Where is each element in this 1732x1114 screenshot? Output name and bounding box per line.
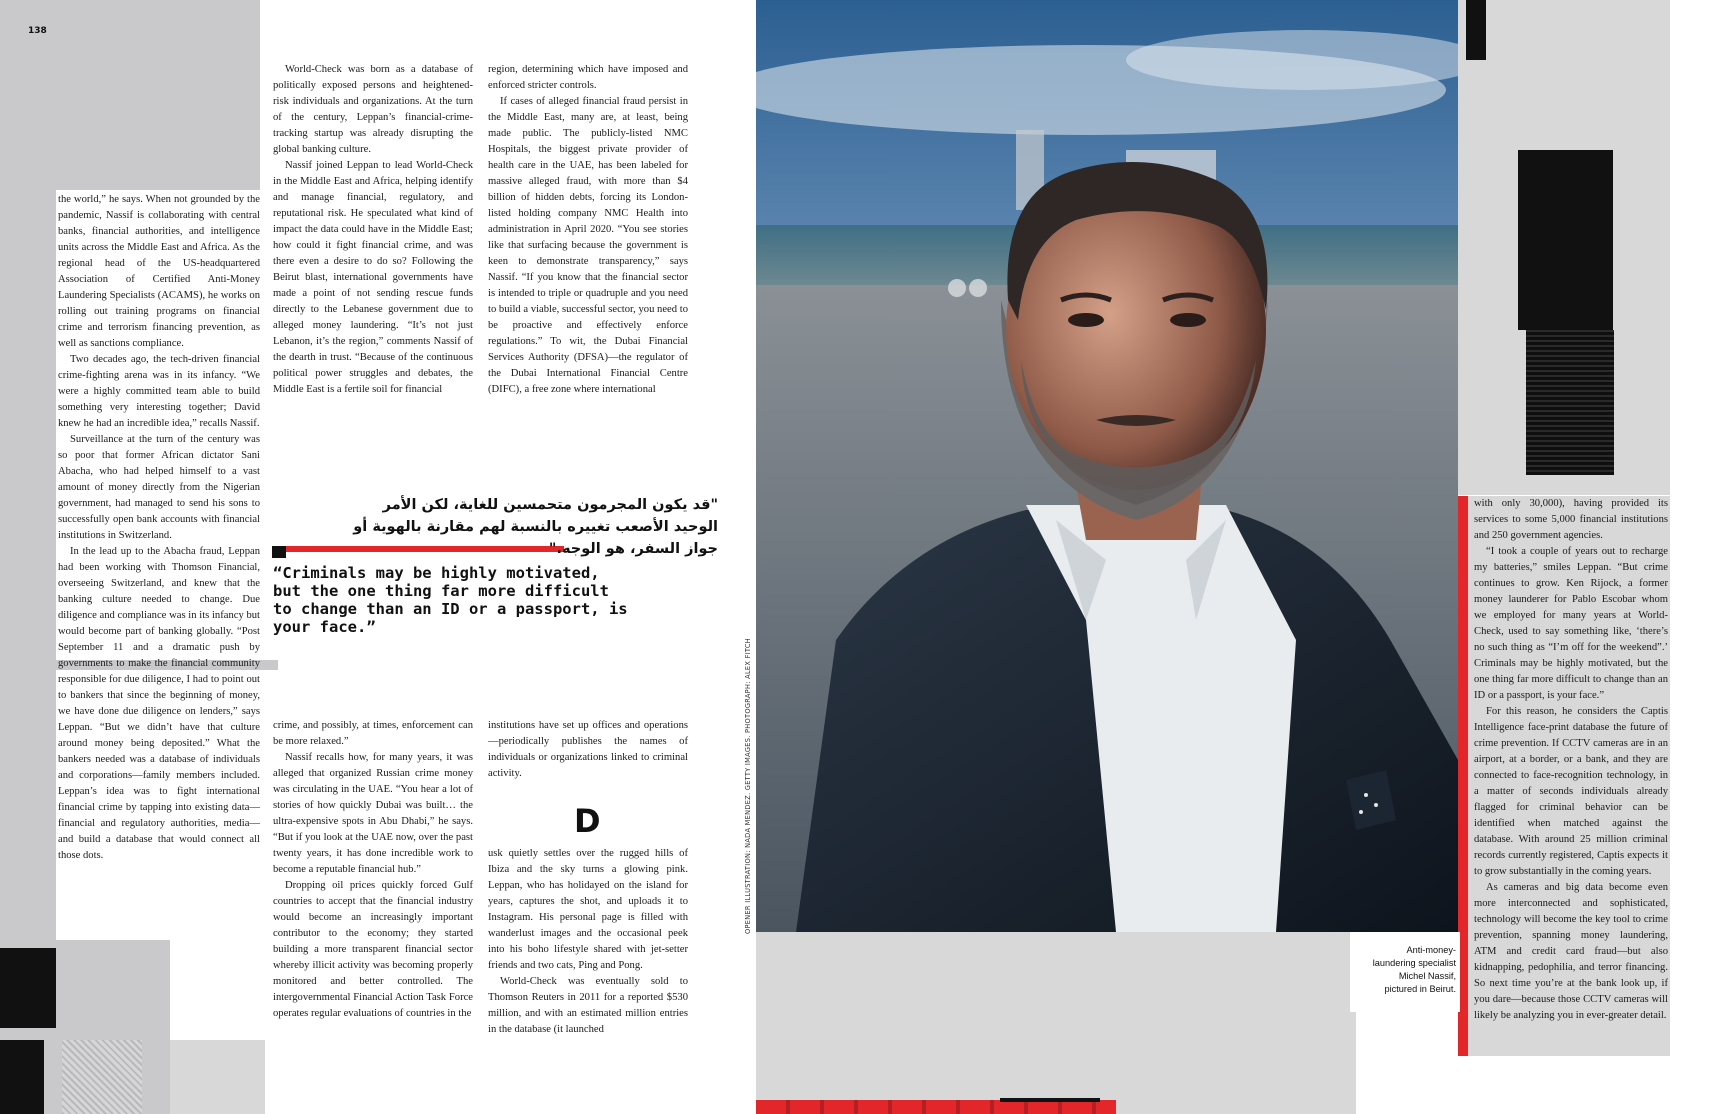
right-top-black-bar-3 <box>1466 0 1486 60</box>
pull-quote-english: “Criminals may be highly motivated, but the one thing far more difficult to change than an ID or a passport, is your face.” <box>273 564 628 636</box>
drop-cap: D <box>574 802 601 840</box>
photo-caption: Anti-money- laundering specialist Michel Nassif, pictured in Beirut. <box>1372 945 1456 994</box>
paragraph: In the lead up to the Abacha fraud, Leppan had been working with Thomson Financial, overseeing Switzerland, and knew that the banking culture needed to change. Due diligence and compliance was in its infancy but would become part of banking globally. “Post September 11 and a dramatic push by governments to make the financial community responsible for due diligence, I had to point out to bankers that since the beginning of money, we have done due diligence on lenders,” says Leppan. “But we didn’t have that culture around money being deposited.” What the bankers needed was a database of individuals and corporations—family members included. Leppan’s idea was to fight international financial crime by tapping into existing data—financial and regulatory authorities, media—and build a database that would connect all those dots. <box>58 546 260 861</box>
paragraph: Surveillance at the turn of the century was so poor that former African dictator Sani Abacha, who had helped himself to a vast amount of money directly from the Nigerian government, had managed to send his sons to successfully open bank accounts with financial institutions in Switzerland. <box>58 434 260 541</box>
article-column-2-bottom <box>273 718 473 1022</box>
paragraph: Dropping oil prices quickly forced Gulf countries to accept that the financial industry would become an increasingly important contributor to the economy; they started building a more transparent financial sector whereby illicit activity was becoming properly monitored and better controlled. The intergovernmental Financial Action Task Force operates regular evaluations of countries in the <box>273 880 473 1019</box>
paragraph: Two decades ago, the tech-driven financial crime-fighting arena was in its infancy. “We were a highly committed team able to build something very interesting together; David knew he had an incredible idea,” recalls Nassif. <box>58 354 260 429</box>
right-top-black-bar-2 <box>1526 330 1614 475</box>
bottom-red-strip <box>756 1100 1116 1114</box>
page-number-left: 138 <box>28 26 47 36</box>
article-column-3-bottom-post <box>488 846 688 1038</box>
paragraph: World-Check was eventually sold to Thomson Reuters in 2011 for a reported $530 million, and with an estimated million entries in the database (it launched <box>488 976 688 1035</box>
portrait-illustration <box>756 0 1458 932</box>
paragraph: the world,” he says. When not grounded by the pandemic, Nassif is collaborating with central banks, financial authorities, and intelligence units across the Middle East and Africa. As the regional head of the US-headquartered Association of Certified Anti-Money Laundering Specialists (ACAMS), he works on rolling out training programs on financial crime and terrorism financing prevention, as well as sanctions compliance. <box>58 194 260 349</box>
bottom-black-strip <box>1000 1098 1100 1102</box>
portrait-photo <box>756 0 1458 932</box>
paragraph: region, determining which have imposed and enforced stricter controls. <box>488 64 688 91</box>
paragraph: “I took a couple of years out to recharge my batteries,” smiles Leppan. “But crime continues to grow. Ken Rijock, a former money launderer for Pablo Escobar whom we employed for many years at World-Check, used to say something like, ‘there’s no such thing as “I’m off for the weekend”.’ Criminals may be highly motivated, but the one thing far more difficult to change than an ID or a passport, is your face.” <box>1474 546 1668 701</box>
left-bottom-pattern-block <box>62 1040 142 1114</box>
paragraph: If cases of alleged financial fraud persist in the Middle East, many are, at least, being made public. The publicly-listed NMC Hospitals, the biggest private provider of health care in the UAE, has been labeled for massive alleged fraud, with more than $4 billion of hidden debts, forcing its London-listed holding company NMC Health into administration in April 2020. “You see stories like that surfacing because the government is keen to demonstrate transparency,” says Nassif. “If you know that the financial sector is intended to triple or quadruple and you need to build a viable, successful sector, you need to be proactive and effectively enforce regulations.” To wit, the Dubai Financial Services Authority (DFSA)—the regulator of the Dubai International Financial Centre (DIFC), a free zone where international <box>488 96 688 395</box>
right-top-black-bar-1 <box>1518 150 1613 330</box>
left-bottom-black-bar <box>0 1040 44 1114</box>
paragraph: Nassif joined Leppan to lead World-Check in the Middle East and Africa, helping identify and manage financial, regulatory, and reputational risk. He speculated what kind of impact the data could have in the Middle East; how could it fight financial crime, and was there even a desire to do so? Following the Beirut blast, international governments have made a point of not sending rescue funds directly to the Lebanese government due to alleged money laundering. “It’s not just Lebanon, it’s the region,” comments Nassif of the dearth in trust. “Because of the continuous political power struggles and debates, the Middle East is a fertile soil for financial <box>273 160 473 395</box>
paragraph: crime, and possibly, at times, enforcement can be more relaxed.” <box>273 720 473 747</box>
article-column-1 <box>58 192 260 864</box>
bottom-gray-band <box>756 932 1356 1114</box>
left-bottom-black-block <box>0 948 56 1028</box>
pull-quote-arabic: "قد يكون المجرمون متحمسين للغاية، لكن الأمر الوحيد الأصعب تغييره بالنسبة لهم مقارنة بالهوية أو جواز السفر، هو الوجه." <box>353 497 718 557</box>
article-column-3-top <box>488 62 688 398</box>
paragraph: Nassif recalls how, for many years, it was alleged that organized Russian crime money was circulating in the UAE. “You hear a lot of stories of how quickly Dubai was built… the ultra-expensive spots in Abu Dhabi,” he says. “But if you look at the UAE now, over the past twenty years, it has done incredible work to become a reputable financial hub.” <box>273 752 473 875</box>
left-margin-gray-strip <box>0 190 56 940</box>
paragraph: For this reason, he considers the Captis Intelligence face-print database the future of crime prevention. If CCTV cameras are in an airport, at a border, or a bank, and they are connected to face-recognition technology, in a matter of seconds individuals already flagged for criminal behavior can be identified when matched against the database. With around 25 million criminal records currently registered, Captis expects it to grow substantially in the coming years. <box>1474 706 1668 877</box>
photo-credit: OPENER ILLUSTRATION: NADA MENDEZ. GETTY IMAGES. PHOTOGRAPH: ALEX FITCH <box>744 637 752 934</box>
paragraph: with only 30,000), having provided its services to some 5,000 financial institutions and 250 government agencies. <box>1474 498 1668 541</box>
quote-accent-black <box>272 546 286 558</box>
paragraph: World-Check was born as a database of politically exposed persons and heightened-risk individuals and organizations. At the turn of the century, Leppan’s financial-crime-tracking startup was already disrupting the global banking culture. <box>273 64 473 155</box>
paragraph: As cameras and big data become even more interconnected and sophisticated, technology will become the key tool to crime prevention, spanning money laundering, ATM and credit card fraud—but also kidnapping, pedophilia, and terror financing. So next time you’re at the bank look up, if you dare—because those CCTV cameras will likely be analyzing you in ever-greater detail. <box>1474 882 1668 1021</box>
right-side-white-column <box>1670 0 1732 1114</box>
paragraph: usk quietly settles over the rugged hills of Ibiza and the sky turns a glowing pink. Leppan, who has holidayed on the island for years, captures the shot, and uploads it to Instagram. His personal page is filled with wanderlust images and the occasional peek into his boho lifestyle shared with jet-setter friends and two cats, Ping and Pong. <box>488 848 688 971</box>
article-column-2-top <box>273 62 473 398</box>
paragraph: institutions have set up offices and operations—periodically publishes the names of individuals or organizations linked to criminal activity. <box>488 720 688 779</box>
left-bottom-light-block <box>170 1040 265 1114</box>
article-column-right <box>1474 496 1668 1024</box>
article-column-3-bottom-pre <box>488 718 688 782</box>
